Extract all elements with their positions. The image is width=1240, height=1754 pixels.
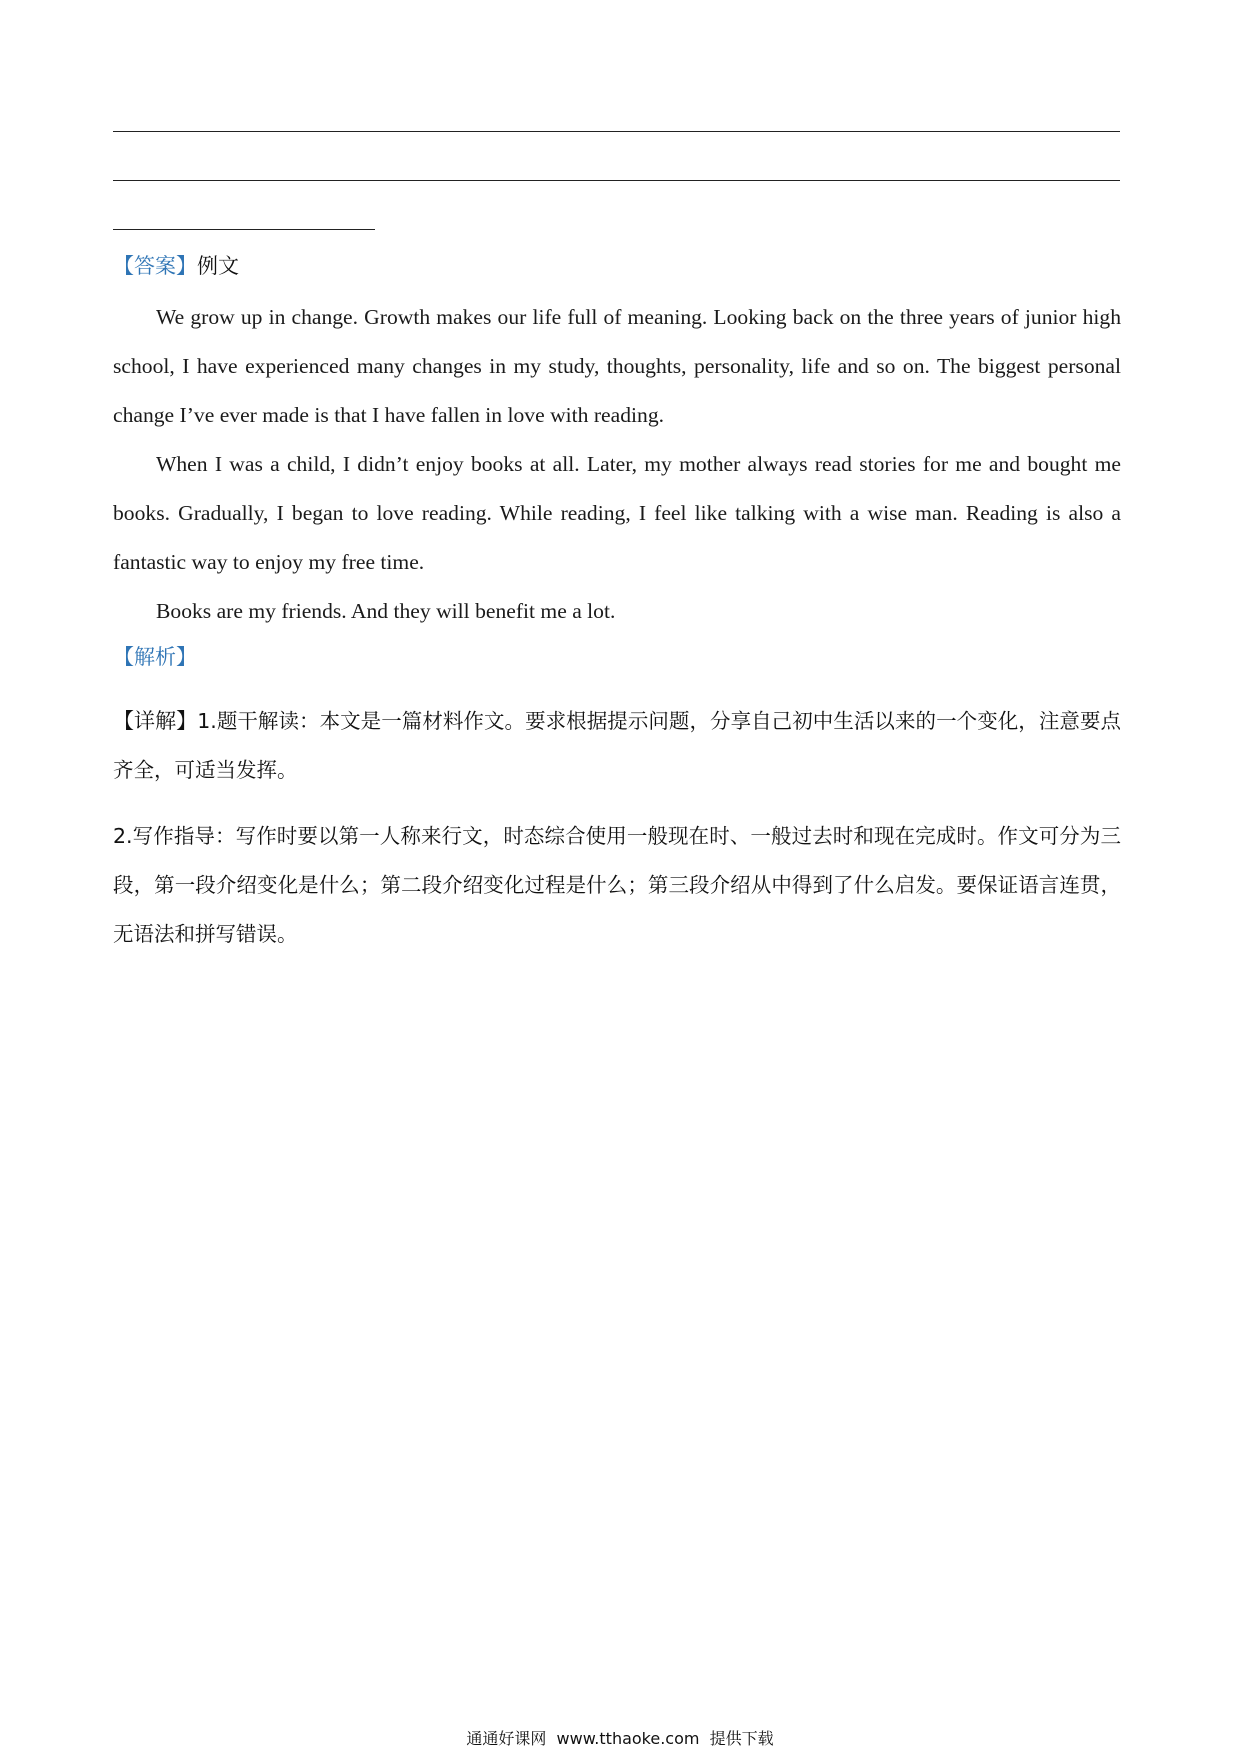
analysis-label: 【解析】 — [113, 645, 197, 669]
detail-paragraph — [113, 697, 1121, 795]
essay-paragraph-3: Books are my friends. And they will benefit me a lot. — [156, 599, 616, 623]
page-footer: 通通好课网 www.tthaoke.com 提供下载 — [466, 1729, 774, 1748]
answer-title: 例文 — [197, 254, 239, 278]
detail-text: 1.题干解读：本文是一篇材料作文。要求根据提示问题，分享自己初中生活以来的一个变化，注意要点齐全，可适当发挥。 — [113, 709, 1121, 782]
answer-label: 【答案】 — [113, 254, 197, 278]
answer-blank-line-1 — [113, 131, 1120, 132]
answer-blank-line-2 — [113, 180, 1120, 181]
essay-paragraph-2: When I was a child, I didn’t enjoy books at all. Later, my mother always read stories for me and bought me books. Gradually, I began to love reading. While reading, I feel like talking with a wise man. Reading is also a fantastic way to enjoy my free time. — [113, 452, 1121, 574]
sample-essay — [113, 293, 1121, 636]
detail-label: 【详解】 — [113, 709, 198, 733]
essay-paragraph-1: We grow up in change. Growth makes our life full of meaning. Looking back on the three years of junior high school, I have experienced many changes in my study, thoughts, personality, life and so on. The biggest personal change I’ve ever made is that I have fallen in love with reading. — [113, 305, 1121, 427]
answer-blank-line-3 — [113, 229, 375, 230]
writing-guide-paragraph: 2.写作指导：写作时要以第一人称来行文，时态综合使用一般现在时、一般过去时和现在完成时。作文可分为三段，第一段介绍变化是什么；第二段介绍变化过程是什么；第三段介绍从中得到了什么启发。要保证语言连贯，无语法和拼写错误。 — [113, 824, 1121, 946]
analysis-heading — [113, 641, 1121, 673]
answer-heading — [113, 250, 1121, 282]
